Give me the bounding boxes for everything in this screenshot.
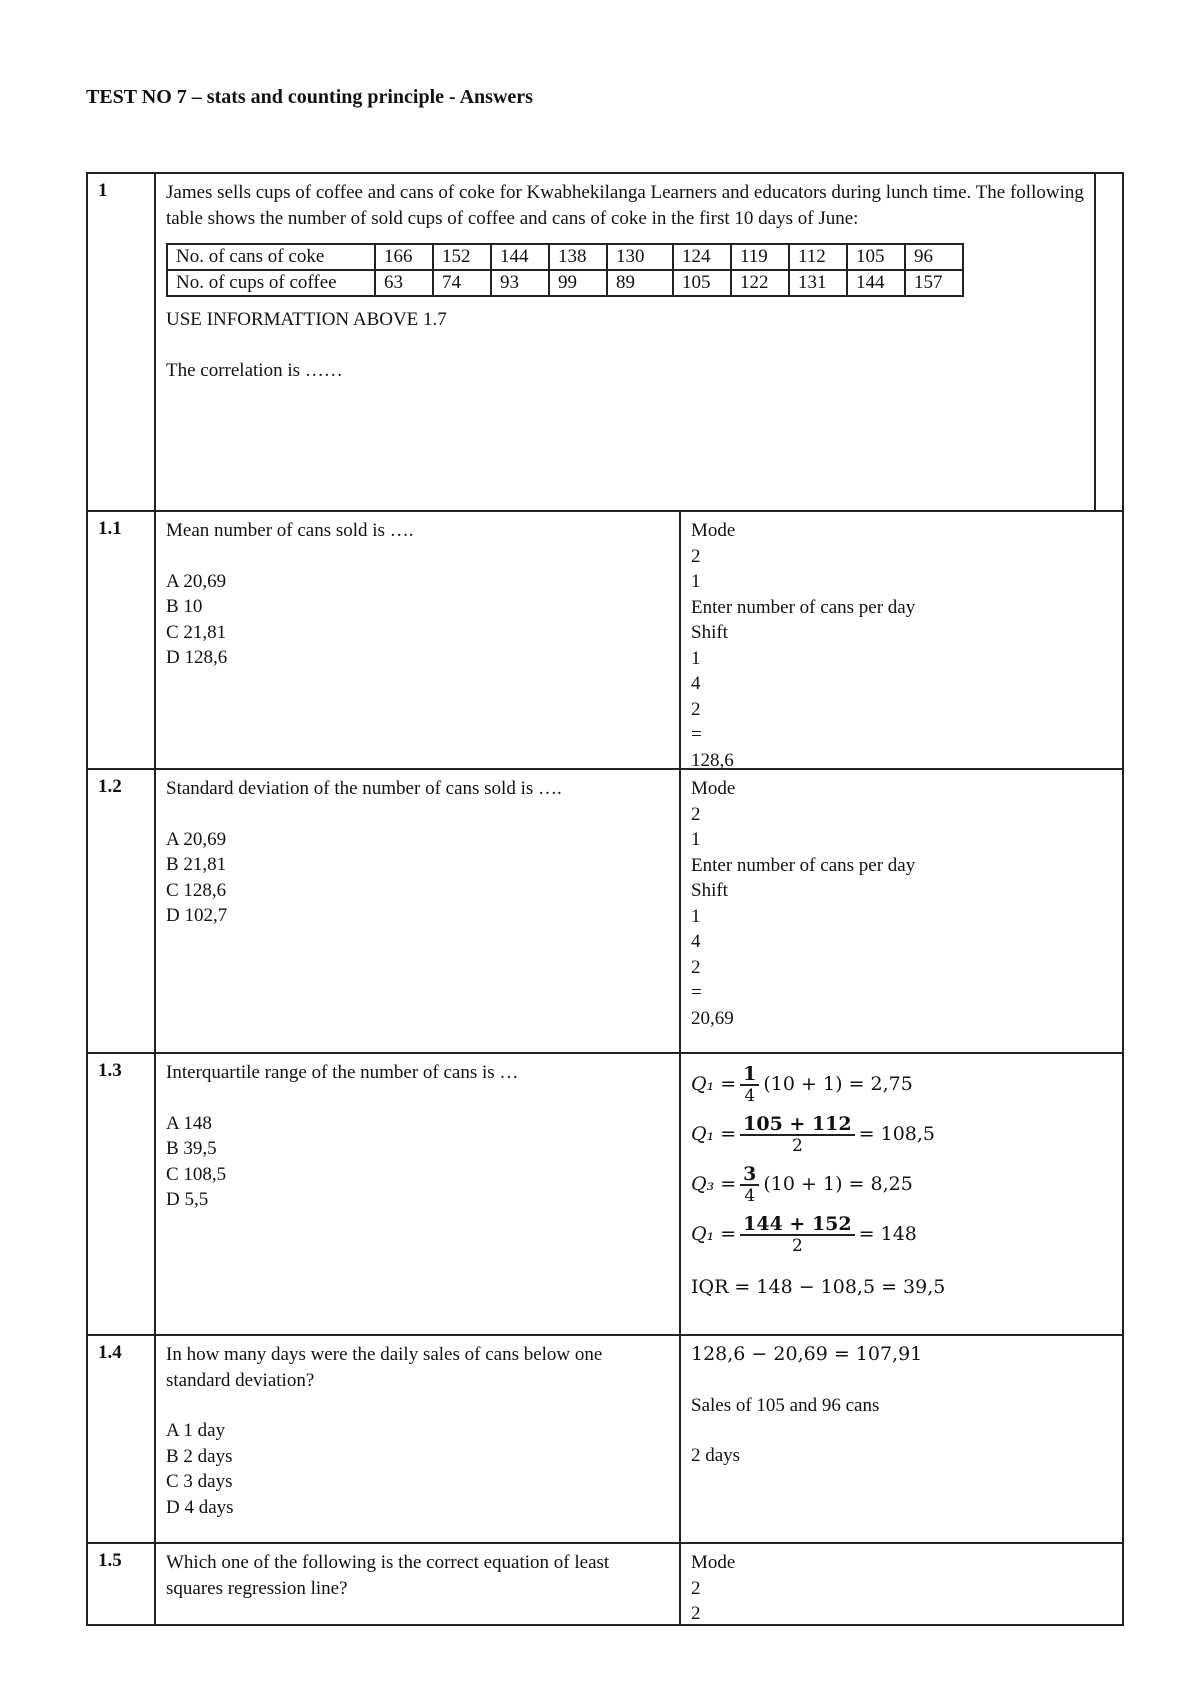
eq-lhs: Q₁ =: [691, 1123, 737, 1146]
table-cell: 63: [375, 270, 433, 296]
table-cell: 157: [905, 270, 963, 296]
answer-line: 1: [691, 647, 701, 669]
option: B 39,5: [166, 1138, 217, 1159]
question-number: 1.1: [88, 512, 156, 768]
equation-q1-position: [691, 1060, 1112, 1110]
question-number: 1.3: [88, 1054, 156, 1334]
question-cell: [156, 1544, 681, 1624]
option: A 20,69: [166, 570, 227, 592]
correlation-text: The correlation is ……: [166, 359, 343, 381]
table-cell: 105: [847, 244, 905, 270]
question-row: [86, 1542, 1124, 1626]
question-text: Mean number of cans sold is ….: [166, 520, 414, 541]
question-text: In how many days were the daily sales of cans below one standard deviation?: [166, 1344, 603, 1391]
table-cell: 122: [731, 270, 789, 296]
answer-cell: [681, 1336, 1122, 1542]
table-cell: 144: [847, 270, 905, 296]
option: C 3 days: [166, 1471, 233, 1492]
equation-q3-value: [691, 1210, 1112, 1260]
table-cell: 99: [549, 270, 607, 296]
question-row: [86, 1052, 1124, 1334]
equation-iqr: [691, 1266, 1112, 1310]
equation-q3-position: [691, 1160, 1112, 1210]
question-number: 1: [88, 174, 156, 510]
answer-cell: [681, 770, 1122, 1052]
question-cell: [156, 770, 681, 1052]
answer-line: 4: [691, 931, 701, 952]
eq-rhs: (10 + 1) = 8,25: [763, 1173, 913, 1196]
option: D 128,6: [166, 647, 228, 668]
answer-cell: [681, 1054, 1122, 1334]
option: A 148: [166, 1112, 212, 1134]
option: B 21,81: [166, 854, 227, 875]
answer-line: 2: [691, 1603, 701, 1624]
answer-line: =: [691, 982, 702, 1003]
answer-line: 2: [691, 803, 701, 825]
answer-line: Enter number of cans per day: [691, 854, 916, 876]
answer-line: Shift: [691, 622, 728, 643]
table-cell: 119: [731, 244, 789, 270]
answer-line: 2: [691, 545, 701, 567]
option: B 2 days: [166, 1445, 233, 1467]
fraction: [740, 1064, 759, 1106]
option: A 20,69: [166, 828, 227, 850]
answer-line: Mode: [691, 1552, 736, 1573]
denominator: 4: [744, 1086, 756, 1106]
equation-q1-value: [691, 1110, 1112, 1160]
answer-line: 1: [691, 829, 701, 850]
answer-cell: [681, 512, 1122, 771]
table-cell: 130: [607, 244, 673, 270]
eq-lhs: Q₁ =: [691, 1223, 737, 1246]
numerator: 3: [740, 1164, 759, 1186]
answer-line: 128,6: [691, 749, 734, 771]
fraction: [740, 1164, 759, 1206]
sales-table-row: [167, 244, 963, 270]
intro-text: James sells cups of coffee and cans of coke for Kwabhekilanga Learners and educators during lunch time. The following table shows the number of sold cups of coffee and cans of coke in the first 10 days of June:: [166, 182, 1084, 229]
table-cell: 105: [673, 270, 731, 296]
intro-cell: [156, 174, 1096, 510]
sales-table-row: [167, 270, 963, 296]
question-cell: [156, 1336, 681, 1542]
answer-cell: [681, 1544, 1122, 1624]
option: D 5,5: [166, 1189, 209, 1210]
answer-days: 2 days: [691, 1445, 741, 1466]
answer-table: [86, 172, 1124, 1626]
option: C 21,81: [166, 621, 227, 643]
question-row: [86, 1334, 1124, 1542]
answer-line: 2: [691, 1577, 701, 1599]
eq-lhs: Q₃ =: [691, 1173, 737, 1196]
table-cell: 74: [433, 270, 491, 296]
numerator: 1: [740, 1064, 759, 1086]
option: D 102,7: [166, 905, 228, 926]
eq-rhs: = 108,5: [858, 1123, 935, 1146]
question-cell: [156, 512, 681, 768]
table-cell: 124: [673, 244, 731, 270]
page-title: TEST NO 7 – stats and counting principle - Answers: [86, 86, 533, 108]
table-cell: 138: [549, 244, 607, 270]
question-row: [86, 768, 1124, 1052]
question-row: [86, 510, 1124, 771]
answer-line: 1: [691, 571, 701, 592]
sales-table: [166, 243, 964, 297]
answer-calculation: 128,6 − 20,69 = 107,91: [691, 1343, 923, 1365]
iqr-text: IQR = 148 − 108,5 = 39,5: [691, 1276, 946, 1299]
answer-line: Mode: [691, 520, 736, 541]
answer-line: Shift: [691, 880, 728, 901]
question-number: 1.4: [88, 1336, 156, 1542]
table-cell: 89: [607, 270, 673, 296]
table-cell: 144: [491, 244, 549, 270]
fraction: [740, 1214, 854, 1256]
table-row-label: No. of cups of coffee: [167, 270, 375, 296]
answer-line: 4: [691, 673, 701, 694]
answer-line: 20,69: [691, 1007, 734, 1029]
use-info-text: USE INFORMATTION ABOVE 1.7: [166, 309, 447, 330]
answer-line: 2: [691, 956, 701, 978]
question-text: Which one of the following is the correct equation of least squares regression line?: [166, 1552, 610, 1599]
question-text: Interquartile range of the number of cans is …: [166, 1062, 519, 1083]
table-cell: 96: [905, 244, 963, 270]
option: D 4 days: [166, 1496, 234, 1518]
answer-line: 1: [691, 905, 701, 927]
answer-line: =: [691, 724, 702, 745]
denominator: 2: [791, 1136, 803, 1156]
question-number: 1.2: [88, 770, 156, 1052]
eq-lhs: Q₁ =: [691, 1073, 737, 1096]
answer-line: Enter number of cans per day: [691, 596, 916, 618]
option: C 108,5: [166, 1163, 227, 1185]
question-number: 1.5: [88, 1544, 156, 1624]
denominator: 4: [744, 1186, 756, 1206]
option: A 1 day: [166, 1420, 226, 1441]
table-row-label: No. of cans of coke: [167, 244, 375, 270]
answer-line: Mode: [691, 778, 736, 799]
eq-rhs: = 148: [858, 1223, 917, 1246]
table-cell: 93: [491, 270, 549, 296]
option: B 10: [166, 596, 203, 617]
fraction: [740, 1114, 854, 1156]
answer-sales: Sales of 105 and 96 cans: [691, 1394, 880, 1416]
numerator: 105 + 112: [740, 1114, 854, 1136]
eq-rhs: (10 + 1) = 2,75: [763, 1073, 913, 1096]
question-cell: [156, 1054, 681, 1334]
intro-row: [86, 172, 1124, 510]
question-text: Standard deviation of the number of cans sold is ….: [166, 778, 562, 799]
table-cell: 152: [433, 244, 491, 270]
answer-line: 2: [691, 698, 701, 720]
table-cell: 166: [375, 244, 433, 270]
table-cell: 131: [789, 270, 847, 296]
numerator: 144 + 152: [740, 1214, 854, 1236]
denominator: 2: [791, 1236, 803, 1256]
table-cell: 112: [789, 244, 847, 270]
option: C 128,6: [166, 879, 227, 901]
